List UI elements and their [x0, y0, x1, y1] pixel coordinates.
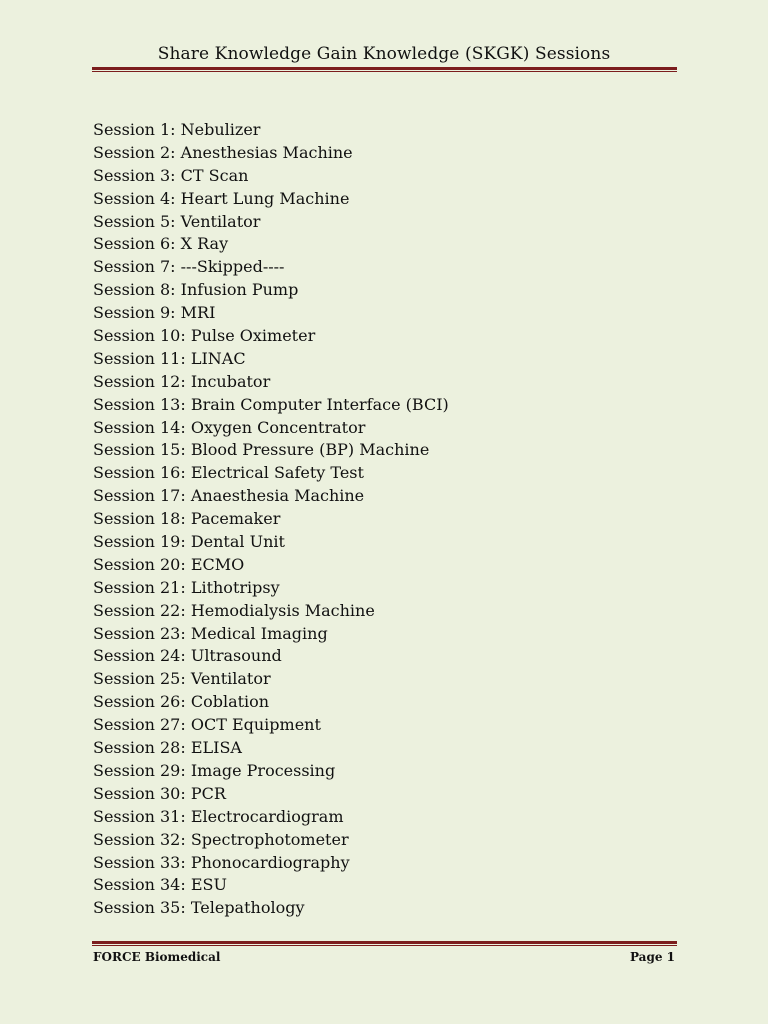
list-item: Session 7: ---Skipped---- — [93, 257, 285, 277]
list-item: Session 32: Spectrophotometer — [93, 829, 349, 849]
list-item: Session 22: Hemodialysis Machine — [93, 600, 375, 620]
list-item: Session 4: Heart Lung Machine — [93, 188, 350, 208]
list-item: Session 17: Anaesthesia Machine — [93, 486, 365, 506]
list-item: Session 14: Oxygen Concentrator — [93, 417, 366, 437]
list-item: Session 21: Lithotripsy — [93, 577, 280, 597]
list-item: Session 31: Electrocardiogram — [93, 806, 344, 826]
list-item: Session 2: Anesthesias Machine — [93, 142, 353, 162]
footer-page-number: Page 1 — [629, 950, 675, 964]
list-item: Session 34: ESU — [93, 875, 227, 895]
page-title: Share Knowledge Gain Knowledge (SKGK) Sessions — [157, 44, 611, 64]
list-item: Session 20: ECMO — [93, 554, 245, 574]
list-item: Session 1: Nebulizer — [93, 120, 261, 139]
list-item: Session 23: Medical Imaging — [93, 623, 328, 643]
list-item: Session 24: Ultrasound — [93, 646, 282, 666]
list-item: Session 18: Pacemaker — [93, 509, 281, 529]
list-item: Session 8: Infusion Pump — [93, 280, 299, 300]
header-divider-thick-line — [92, 67, 677, 70]
list-item: Session 26: Coblation — [93, 692, 270, 712]
list-item: Session 33: Phonocardiography — [93, 852, 350, 872]
footer-divider-thick-line — [92, 941, 677, 944]
footer-divider — [92, 941, 677, 946]
list-item: Session 16: Electrical Safety Test — [93, 463, 364, 483]
list-item: Session 11: LINAC — [93, 348, 246, 368]
list-item: Session 10: Pulse Oximeter — [93, 326, 316, 346]
list-item: Session 6: X Ray — [93, 234, 229, 254]
list-item: Session 29: Image Processing — [93, 760, 336, 780]
footer-divider-thin-line — [92, 945, 677, 946]
footer-organization: FORCE Biomedical — [93, 950, 221, 964]
list-item: Session 19: Dental Unit — [93, 532, 285, 552]
list-item: Session 13: Brain Computer Interface (BCI) — [93, 394, 449, 414]
header-divider-thin-line — [92, 71, 677, 72]
header-divider — [92, 67, 677, 72]
list-item: Session 9: MRI — [93, 303, 216, 323]
list-item: Session 3: CT Scan — [93, 165, 249, 185]
list-item: Session 15: Blood Pressure (BP) Machine — [93, 440, 430, 460]
list-item: Session 5: Ventilator — [93, 211, 261, 231]
list-item: Session 27: OCT Equipment — [93, 715, 321, 735]
list-item: Session 35: Telepathology — [93, 898, 305, 918]
session-list — [93, 119, 449, 920]
list-item: Session 28: ELISA — [93, 738, 242, 758]
list-item: Session 25: Ventilator — [93, 669, 271, 689]
list-item: Session 12: Incubator — [93, 371, 271, 391]
list-item: Session 30: PCR — [93, 783, 226, 803]
